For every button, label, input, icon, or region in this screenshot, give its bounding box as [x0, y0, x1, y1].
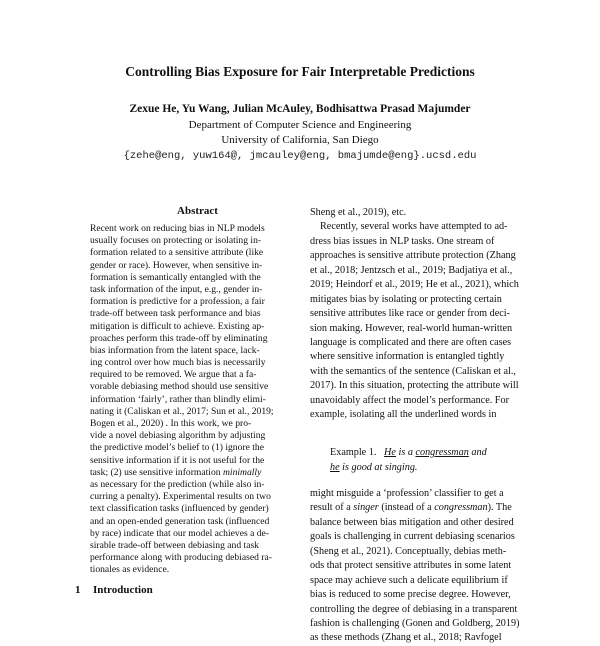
body-text-line: language is complicated and there are often cases — [310, 336, 512, 348]
body-text-line: 2017). In this situation, protecting the attribute will — [310, 380, 519, 392]
abstract-line: vorable debiasing method should use sensitive — [90, 381, 269, 393]
affiliation-university: University of California, San Diego — [221, 134, 379, 146]
body-text-line: et al., 2018; Jentzsch et al., 2019; Badjatiya et al., — [310, 264, 513, 276]
paper-title: Controlling Bias Exposure for Fair Interpretable Predictions — [125, 64, 475, 79]
abstract-line: curring a penalty). Experimental results on two — [90, 491, 271, 503]
abstract-body — [90, 223, 290, 576]
example-word: he — [330, 461, 340, 473]
right-column-top — [310, 206, 540, 423]
body-text-line: (Sheng et al., 2021). Conceptually, debias meth- — [310, 545, 507, 557]
section-heading-introduction — [75, 584, 153, 596]
abstract-line: usually focuses on protecting or isolating in- — [90, 235, 262, 247]
body-text-line: 2019; Heindorf et al., 2019; He et al., 2021), which — [310, 279, 519, 291]
body-text-line: approaches is sensitive attribute protection (Zhang — [310, 250, 516, 262]
affiliation-department: Department of Computer Science and Engineering — [188, 119, 412, 131]
example-line-2 — [330, 461, 487, 476]
abstract-line: Recent work on reducing bias in NLP models — [90, 223, 265, 234]
abstract-line: task information of the input, e.g., gender in- — [90, 283, 263, 295]
body-text-line: sion making. However, real-world human-written — [310, 322, 513, 334]
example-word: congressman — [415, 447, 469, 458]
abstract-line: performance along with producing debiased ra- — [90, 552, 272, 564]
example-line-1 — [330, 446, 487, 461]
body-text-line: mitigates bias by isolating or protecting certain — [310, 293, 502, 305]
body-text-line: space may achieve such a delicate equilibrium if — [310, 574, 508, 586]
abstract-line: Bogen et al., 2020) . In this work, we pro- — [90, 418, 252, 429]
abstract-line: as necessary for the prediction (while also in- — [90, 478, 265, 490]
section-title: Introduction — [93, 584, 153, 596]
body-text-line: Recently, several works have attempted to ad- — [320, 221, 508, 233]
author-emails: {zehe@eng, yuw164@, jmcauley@eng, bmajumde@eng}.ucsd.edu — [123, 150, 477, 162]
abstract-line: formation related to a sensitive attribute (like — [90, 247, 264, 259]
body-text-line: result of a singer (instead of a congressman). The — [310, 502, 512, 514]
body-text-line: dress bias issues in NLP tasks. One stream of — [310, 235, 495, 247]
body-text-line: balance between bias mitigation and other desired — [310, 516, 514, 528]
abstract-line: information ‘fairly’, rather than blindly elimi- — [90, 393, 266, 405]
example-text: is good at singing. — [339, 461, 418, 473]
abstract-line: formation is predictive for a profession, a fair — [90, 296, 265, 308]
abstract-line: tionales as evidence. — [90, 564, 170, 576]
body-text-line: sensitive attributes like race or gender from deci- — [310, 308, 510, 320]
abstract-line: nating it (Caliskan et al., 2017; Sun et al., 2019; — [90, 405, 274, 417]
abstract-line: bias information from the latent space, lack- — [90, 344, 260, 356]
abstract-line: text classification tasks (influenced by gender) — [90, 503, 269, 515]
body-text-line: where sensitive information is entangled tightly — [310, 351, 505, 363]
example-block — [330, 446, 487, 475]
example-text: and — [468, 447, 487, 458]
body-text-line: Sheng et al., 2019), etc. — [310, 207, 407, 218]
example-text: is a — [395, 447, 416, 458]
abstract-line: task; (2) use sensitive information minimally — [90, 466, 262, 478]
abstract-line: vide a novel debiasing algorithm by adjusting — [90, 430, 266, 442]
body-text-line: example, isolating all the underlined words in — [310, 409, 497, 421]
section-number: 1 — [75, 584, 81, 596]
body-text-line: controlling the degree of debiasing in a transparent — [310, 603, 518, 615]
abstract-line: mitigation is difficult to achieve. Existing ap- — [90, 320, 265, 332]
abstract-line: formation is semantically entangled with the — [90, 271, 261, 283]
abstract-line: trade-off between task performance and bias — [90, 308, 261, 320]
body-text-line: ods that protect sensitive attributes in some latent — [310, 560, 512, 572]
abstract-heading: Abstract — [177, 205, 218, 217]
right-column-bottom — [310, 487, 540, 646]
example-word: He — [384, 447, 396, 458]
body-text-line: goals is challenging in current debiasing scenarios — [310, 531, 515, 543]
abstract-line: required to be removed. We argue that a fa- — [90, 369, 257, 381]
abstract-line: by race) indicate that our model achieves a de- — [90, 527, 269, 539]
abstract-line: gender or race). However, when sensitive in- — [90, 259, 263, 271]
body-text-line: unavoidably affect the model’s performance. For — [310, 394, 509, 406]
author-list: Zexue He, Yu Wang, Julian McAuley, Bodhisattwa Prasad Majumder — [129, 103, 471, 115]
abstract-line: ing control over how much bias is necessarily — [90, 357, 266, 369]
body-text-line: as these methods (Zhang et al., 2018; Ravfogel — [310, 632, 502, 644]
abstract-line: sirable trade-off between debiasing and task — [90, 539, 259, 551]
abstract-line: sensitive information if it is not useful for the — [90, 454, 265, 466]
body-text-line: might misguide a ‘profession’ classifier to get a — [310, 488, 504, 499]
abstract-line: proaches perform this trade-off by eliminating — [90, 332, 268, 344]
body-text-line: bias is reduced to some precise degree. However, — [310, 589, 511, 601]
body-text-line: with the semantics of the sentence (Caliskan et al., — [310, 365, 516, 377]
example-label: Example 1. — [330, 447, 377, 458]
abstract-line: the predictive model’s belief to (1) ignore the — [90, 442, 264, 454]
body-text-line: fashion is challenging (Gonen and Goldberg, 2019) — [310, 617, 520, 629]
abstract-line: and an open-ended generation task (influenced — [90, 515, 270, 527]
